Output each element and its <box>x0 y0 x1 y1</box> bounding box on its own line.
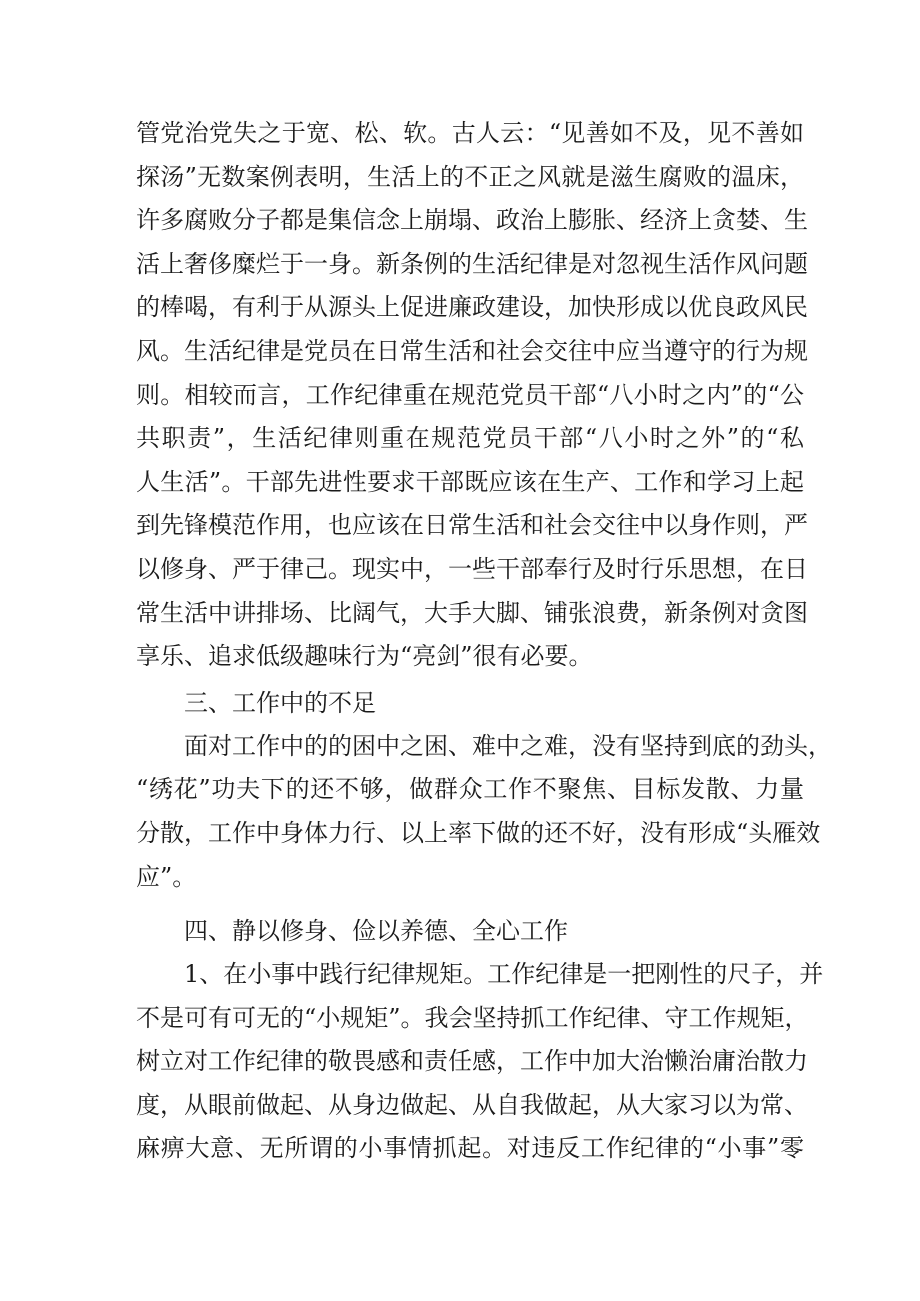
text-line: 面对工作中的的困中之困、难中之难，没有坚持到底的劲头， <box>184 731 832 760</box>
text-line: 的棒喝，有利于从源头上促进廉政建设，加快形成以优良政风民 <box>136 293 808 322</box>
text-line: 则。相较而言，工作纪律重在规范党员干部“八小时之内”的“公 <box>136 380 804 409</box>
text-line: 树立对工作纪律的敬畏感和责任感，工作中加大治懒治庸治散力 <box>136 1047 808 1076</box>
text-line: 享乐、追求低级趣味行为“亮剑”很有必要。 <box>136 642 593 671</box>
paragraph-work-shortcomings <box>136 725 832 899</box>
text-line: 不是可有可无的“小规矩”。我会坚持抓工作纪律、守工作规矩， <box>136 1003 809 1032</box>
text-line: 麻痹大意、无所谓的小事情抓起。对违反工作纪律的“小事”零 <box>136 1134 804 1163</box>
text-line: 应”。 <box>136 862 197 891</box>
section-heading-self-cultivation: 四、静以修身、俭以养德、全心工作 <box>184 917 568 946</box>
text-line: 许多腐败分子都是集信念上崩塌、政治上膨胀、经济上贪婪、生 <box>136 206 808 235</box>
text-line: 管党治党失之于宽、松、软。古人云：“见善如不及，见不善如 <box>136 119 804 147</box>
text-line: 共职责”，生活纪律则重在规范党员干部“八小时之外”的“私 <box>136 424 804 453</box>
paragraph-life-discipline <box>136 112 808 679</box>
text-line: 活上奢侈糜烂于一身。新条例的生活纪律是对忽视生活作风问题 <box>136 249 808 278</box>
text-line: 度，从眼前做起、从身边做起、从自我做起，从大家习以为常、 <box>136 1090 808 1119</box>
text-line: 常生活中讲排场、比阔气，大手大脚、铺张浪费，新条例对贪图 <box>136 598 808 627</box>
text-line: 分散，工作中身体力行、以上率下做的还不好，没有形成“头雁效 <box>136 818 821 847</box>
text-line: 1、在小事中践行纪律规矩。工作纪律是一把刚性的尺子，并 <box>184 960 824 989</box>
section-heading-work-shortcomings: 三、工作中的不足 <box>184 688 376 717</box>
document-body <box>136 112 832 1171</box>
text-line: 人生活”。干部先进性要求干部既应该在生产、工作和学习上起 <box>136 467 804 496</box>
text-line: 以修身、严于律己。现实中，一些干部奉行及时行乐思想，在日 <box>136 554 808 583</box>
paragraph-practice-discipline <box>136 953 824 1171</box>
text-line: 到先锋模范作用，也应该在日常生活和社会交往中以身作则，严 <box>136 511 808 540</box>
text-line: “绣花”功夫下的还不够，做群众工作不聚焦、目标发散、力量 <box>136 775 804 804</box>
text-line: 风。生活纪律是党员在日常生活和社会交往中应当遵守的行为规 <box>136 336 808 365</box>
text-line: 探汤”无数案例表明，生活上的不正之风就是滋生腐败的温床， <box>136 162 804 191</box>
